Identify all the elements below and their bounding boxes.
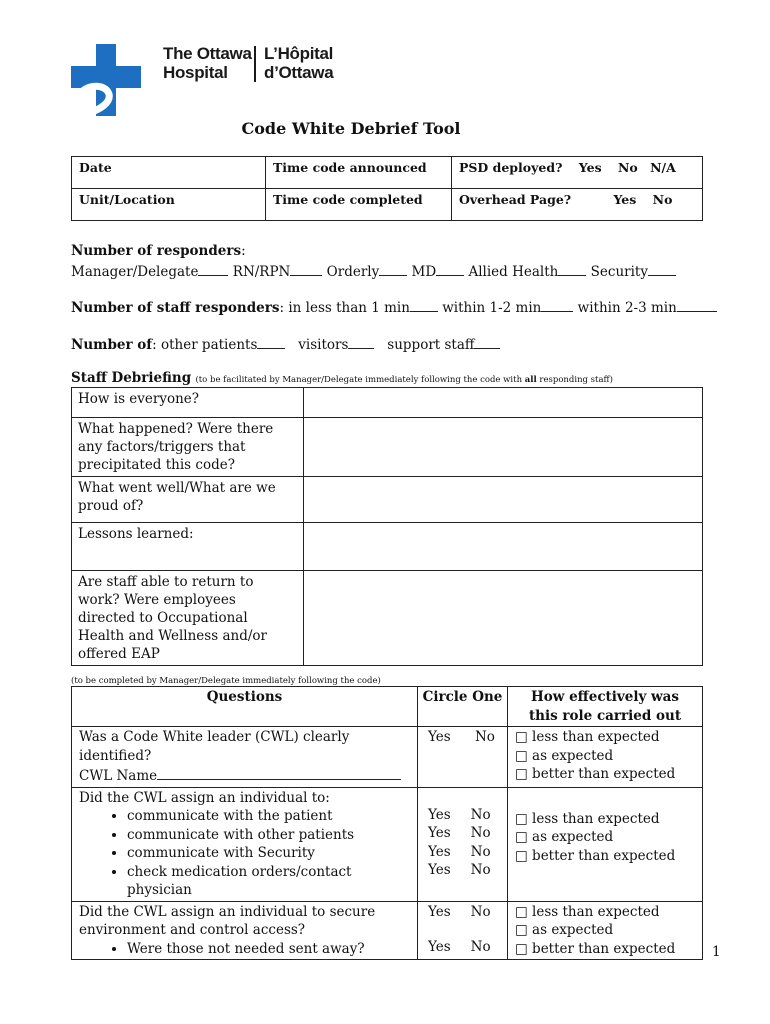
question-cwl-identified: Was a Code White leader (CWL) clearly identified? CWL Name xyxy=(72,727,418,788)
2-3-min-count[interactable] xyxy=(677,297,717,312)
logo-name-en: The Ottawa Hospital xyxy=(163,44,252,82)
psd-yes[interactable]: Yes xyxy=(578,160,602,175)
debrief-answer-field[interactable] xyxy=(304,523,703,571)
answer-yes[interactable]: Yes xyxy=(428,729,451,745)
option-less-than-expected[interactable]: □ less than expected xyxy=(515,810,660,827)
overhead-yes[interactable]: Yes xyxy=(613,192,637,207)
md-count[interactable] xyxy=(436,261,464,276)
header-table xyxy=(71,156,703,221)
overhead-no[interactable]: No xyxy=(652,192,673,207)
effectiveness-options xyxy=(508,727,703,788)
answer-yes[interactable]: Yes xyxy=(428,806,451,823)
answer-yes[interactable]: Yes xyxy=(428,825,451,841)
unit-location-field[interactable]: Unit/Location xyxy=(72,189,266,221)
option-less-than-expected[interactable]: □ less than expected xyxy=(515,729,660,745)
question-cwl-assign: Did the CWL assign an individual to: • communicate with the patient • communicate with other patients • communicate with Security • check medication orders/contact physician xyxy=(72,787,418,901)
rn-rpn-count[interactable] xyxy=(290,261,322,276)
debrief-answer-field[interactable] xyxy=(304,388,703,418)
answer-yes[interactable]: Yes xyxy=(428,843,451,860)
visitors-count[interactable] xyxy=(348,334,374,349)
psd-no[interactable]: No xyxy=(617,160,638,175)
checkbox-icon[interactable]: □ xyxy=(515,940,533,957)
option-better-than-expected[interactable]: □ better than expected xyxy=(515,847,676,864)
logo-divider xyxy=(254,46,256,82)
circle-one-cell xyxy=(418,727,508,788)
answer-no[interactable]: No xyxy=(470,806,491,823)
security-count[interactable] xyxy=(648,261,676,276)
responders-section: Number of responders: Manager/Delegate RN/RPN Orderly MD Allied Health Security xyxy=(71,242,676,282)
answer-no[interactable]: No xyxy=(474,729,495,745)
debrief-question: What went well/What are we proud of? xyxy=(72,477,304,523)
psd-deployed-field[interactable]: PSD deployed? Yes No N/A xyxy=(452,157,703,189)
checkbox-icon[interactable]: □ xyxy=(515,922,533,938)
hospital-cross-icon xyxy=(71,44,141,116)
answer-no[interactable]: No xyxy=(470,843,491,860)
answer-no[interactable]: No xyxy=(470,939,491,955)
staff-responders-section: Number of staff responders: in less than 1 min within 1-2 min within 2-3 min xyxy=(71,297,717,318)
psd-na[interactable]: N/A xyxy=(650,160,676,175)
checkbox-icon[interactable]: □ xyxy=(515,747,533,764)
option-less-than-expected[interactable]: □ less than expected xyxy=(515,903,660,920)
time-completed-field[interactable]: Time code completed xyxy=(266,189,452,221)
answer-yes[interactable]: Yes xyxy=(428,903,451,920)
debrief-question: What happened? Were there any factors/triggers that precipitated this code? xyxy=(72,418,304,477)
answer-yes[interactable]: Yes xyxy=(428,862,451,878)
logo-name-fr: L’Hôpital d’Ottawa xyxy=(264,44,334,82)
date-field[interactable]: Date xyxy=(72,157,266,189)
option-as-expected[interactable]: □ as expected xyxy=(515,747,614,764)
debrief-question: Lessons learned: xyxy=(72,523,304,571)
debrief-answer-field[interactable] xyxy=(304,571,703,666)
cwl-name-field[interactable] xyxy=(157,765,401,780)
checkbox-icon[interactable]: □ xyxy=(515,903,533,920)
overhead-page-field[interactable]: Overhead Page? Yes No xyxy=(452,189,703,221)
staff-debriefing-heading: Staff Debriefing (to be facilitated by Manager/Delegate immediately following the code with all responding staff) xyxy=(71,370,613,386)
staff-debriefing-table xyxy=(71,387,703,666)
option-better-than-expected[interactable]: □ better than expected xyxy=(515,766,676,782)
number-of-section: Number of: other patients visitors support staff xyxy=(71,334,500,355)
debrief-answer-field[interactable] xyxy=(304,418,703,477)
option-as-expected[interactable]: □ as expected xyxy=(515,829,614,845)
checkbox-icon[interactable]: □ xyxy=(515,829,533,845)
option-as-expected[interactable]: □ as expected xyxy=(515,922,614,938)
option-better-than-expected[interactable]: □ better than expected xyxy=(515,940,676,957)
effectiveness-options xyxy=(508,901,703,960)
circle-one-cell xyxy=(418,901,508,960)
manager-delegate-count[interactable] xyxy=(198,261,228,276)
checkbox-icon[interactable]: □ xyxy=(515,810,533,827)
questions-note: (to be completed by Manager/Delegate immediately following the code) xyxy=(71,676,381,686)
circle-one-header: Circle One xyxy=(418,687,508,727)
effectiveness-header: How effectively was this role carried out xyxy=(508,687,703,727)
circle-one-cell xyxy=(418,787,508,901)
debrief-question: Are staff able to return to work? Were employees directed to Occupational Health and Wellness and/or offered EAP xyxy=(72,571,304,666)
questions-table xyxy=(71,686,703,960)
question-secure-environment: Did the CWL assign an individual to secure environment and control access? • Were those not needed sent away? xyxy=(72,901,418,960)
answer-no[interactable]: No xyxy=(470,903,491,920)
orderly-count[interactable] xyxy=(379,261,407,276)
allied-health-count[interactable] xyxy=(558,261,586,276)
other-patients-count[interactable] xyxy=(257,334,285,349)
checkbox-icon[interactable]: □ xyxy=(515,766,533,782)
page-title: Code White Debrief Tool xyxy=(241,119,461,138)
answer-no[interactable]: No xyxy=(470,825,491,841)
answer-yes[interactable]: Yes xyxy=(428,939,451,955)
support-staff-count[interactable] xyxy=(474,334,500,349)
questions-header: Questions xyxy=(72,687,418,727)
debrief-question: How is everyone? xyxy=(72,388,304,418)
under-1-min-count[interactable] xyxy=(410,297,438,312)
answer-no[interactable]: No xyxy=(470,862,491,878)
hospital-logo xyxy=(71,44,141,116)
debrief-answer-field[interactable] xyxy=(304,477,703,523)
time-announced-field[interactable]: Time code announced xyxy=(266,157,452,189)
page-number: 1 xyxy=(712,944,721,960)
checkbox-icon[interactable]: □ xyxy=(515,729,533,745)
effectiveness-options xyxy=(508,787,703,901)
checkbox-icon[interactable]: □ xyxy=(515,847,533,864)
1-2-min-count[interactable] xyxy=(541,297,573,312)
